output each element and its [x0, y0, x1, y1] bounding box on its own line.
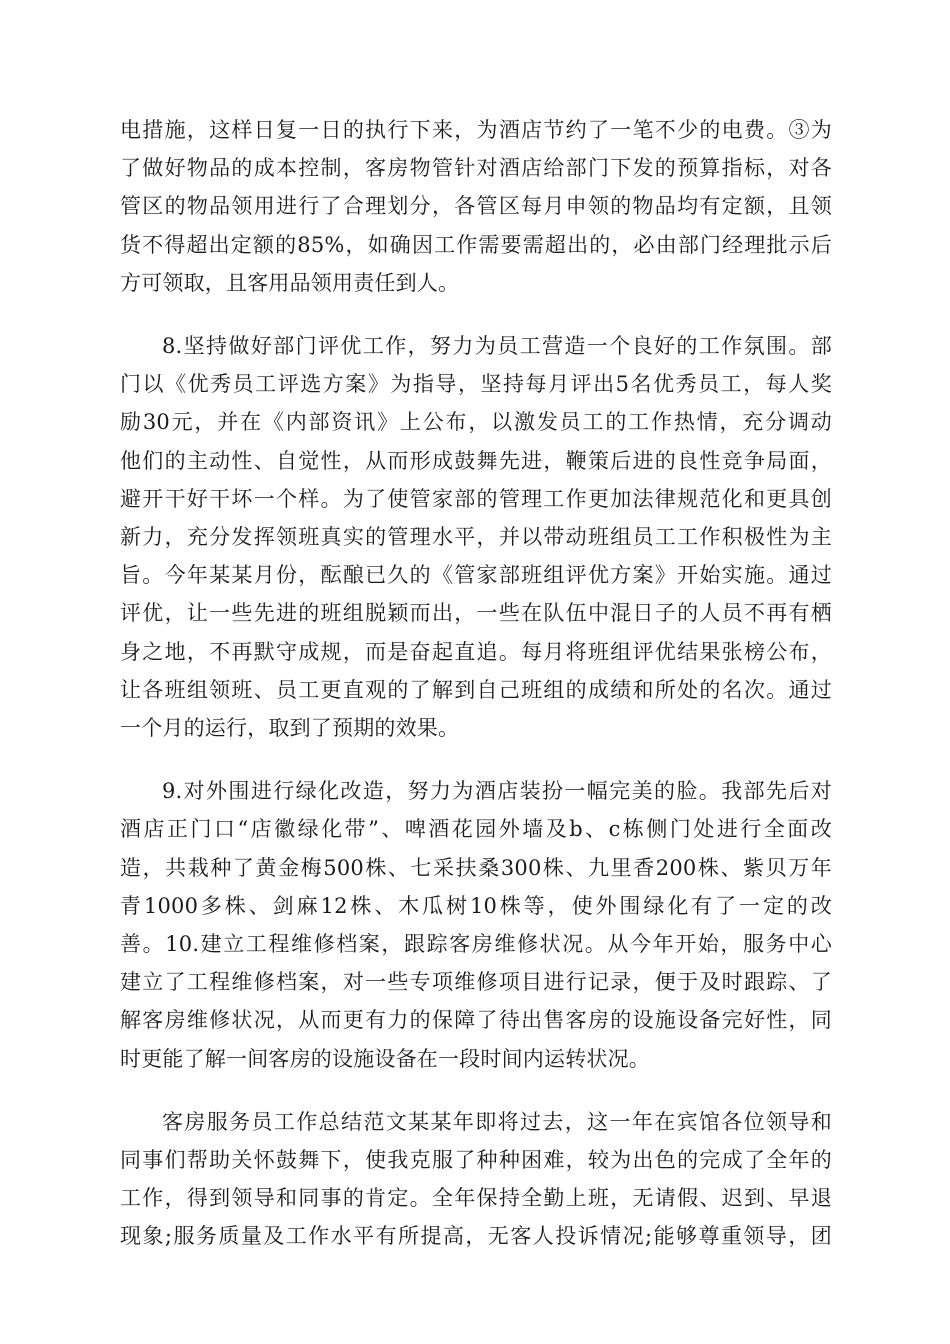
text-line: 电措施，这样日复一日的执行下来，为酒店节约了一笔不少的电费。③为	[120, 118, 832, 142]
text-line: 一个月的运行，取到了预期的效果。	[120, 716, 460, 741]
text-line: 造，共栽种了黄金梅500株、七采扶桑300株、九里香200株、紫贝万年	[120, 855, 832, 880]
text-line: 解客房维修状况，从而更有力的保障了待出售客房的设施设备完好性，同	[120, 1008, 832, 1033]
text-line: 让各班组领班、员工更直观的了解到自己班组的成绩和所处的名次。通过	[120, 677, 832, 702]
paragraph-item-9	[120, 772, 832, 1078]
text-line: 9.对外围进行绿化改造，努力为酒店装扮一幅完美的脸。我部先后对	[162, 779, 832, 804]
text-line: 货不得超出定额的85%，如确因工作需要需超出的，必由部门经理批示后	[120, 232, 832, 257]
text-line: 现象;服务质量及工作水平有所提高，无客人投诉情况;能够尊重领导，团	[120, 1224, 832, 1249]
text-line: 新力，充分发挥领班真实的管理水平，并以带动班组员工工作积极性为主	[120, 525, 832, 550]
text-line: 励30元，并在《内部资讯》上公布，以激发员工的工作热情，充分调动	[120, 410, 832, 435]
text-line: 酒店正门口“店徽绿化带”、啤酒花园外墙及b、c栋侧门处进行全面改	[120, 817, 832, 842]
paragraph-item-8	[120, 327, 832, 747]
paragraph-summary	[120, 1103, 832, 1256]
text-line: 身之地，不再默守成规，而是奋起直追。每月将班组评优结果张榜公布，	[120, 639, 832, 664]
text-line: 同事们帮助关怀鼓舞下，使我克服了种种困难，较为出色的完成了全年的	[120, 1148, 832, 1173]
text-line: 时更能了解一间客房的设施设备在一段时间内运转状况。	[120, 1046, 650, 1071]
text-line: 门以《优秀员工评选方案》为指导，坚持每月评出5名优秀员工，每人奖	[120, 372, 832, 397]
text-line: 客房服务员工作总结范文某某年即将过去，这一年在宾馆各位领导和	[162, 1109, 832, 1134]
text-line: 管区的物品领用进行了合理划分，各管区每月申领的物品均有定额，且领	[120, 194, 832, 219]
text-line: 青1000多株、剑麻12株、木瓜树10株等，使外围绿化有了一定的改	[120, 893, 832, 918]
text-line: 了做好物品的成本控制，客房物管针对酒店给部门下发的预算指标，对各	[120, 156, 832, 181]
text-line: 他们的主动性、自觉性，从而形成鼓舞先进，鞭策后进的良性竞争局面，	[120, 448, 832, 473]
text-line: 善。10.建立工程维修档案，跟踪客房维修状况。从今年开始，服务中心	[120, 932, 832, 957]
text-line: 方可领取，且客用品领用责任到人。	[120, 270, 460, 295]
text-line: 避开干好干坏一个样。为了使管家部的管理工作更加法律规范化和更具创	[120, 486, 832, 511]
text-line: 旨。今年某某月份，酝酿已久的《管家部班组评优方案》开始实施。通过	[120, 563, 832, 588]
document-body	[120, 111, 832, 1281]
text-line: 8.坚持做好部门评优工作，努力为员工营造一个良好的工作氛围。部	[162, 334, 832, 359]
text-line: 评优，让一些先进的班组脱颖而出，一些在队伍中混日子的人员不再有栖	[120, 601, 832, 626]
text-line: 工作，得到领导和同事的肯定。全年保持全勤上班，无请假、迟到、早退	[120, 1186, 832, 1211]
paragraph-energy-saving	[120, 111, 832, 302]
text-line: 建立了工程维修档案，对一些专项维修项目进行记录，便于及时跟踪、了	[120, 970, 832, 995]
